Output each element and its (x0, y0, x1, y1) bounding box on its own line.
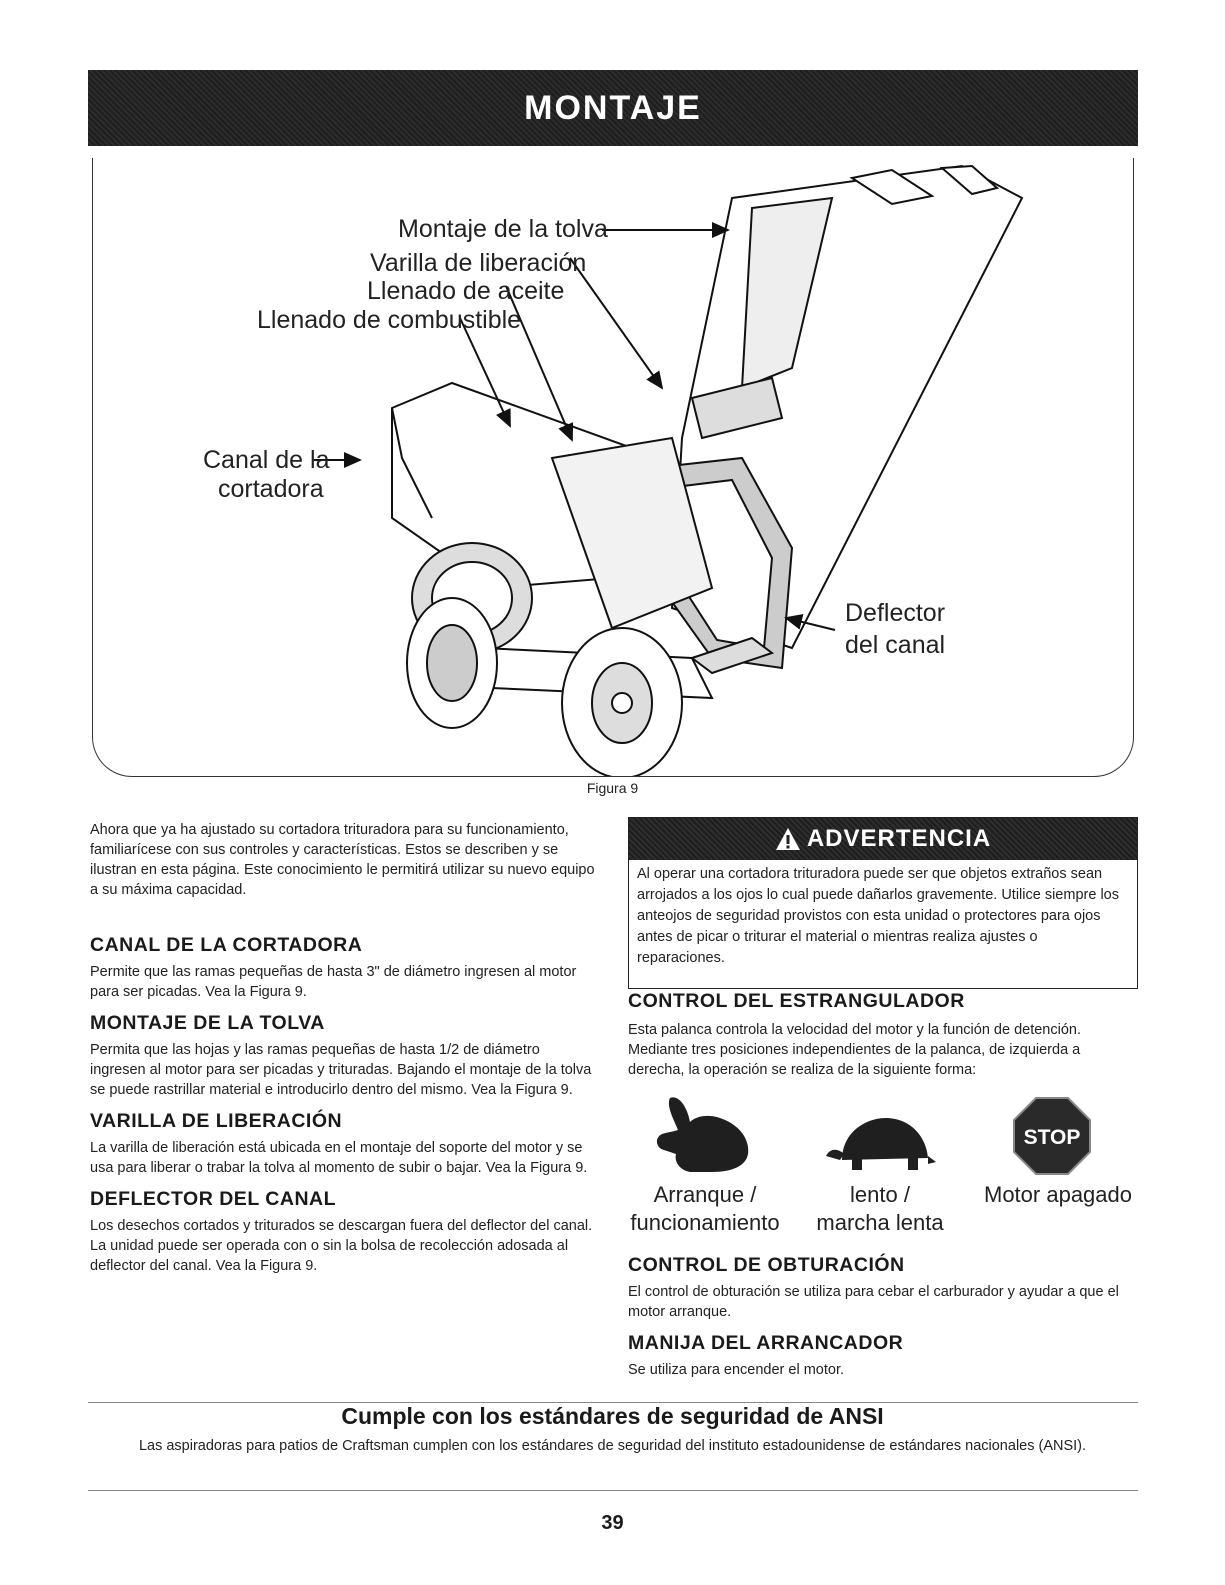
banner-title: MONTAJE (524, 88, 702, 127)
ansi-text: Las aspiradoras para patios de Craftsman cumplen con los estándares de seguridad del instituto estadounidense de estándares nacionales (ANSI). (138, 1438, 1087, 1454)
text-throttle: Esta palanca controla la velocidad del motor y la función de detención. Mediante tres posiciones independientes de la palanca, de izquierda a derecha, la operación se realiza de la siguiente forma: (628, 1022, 1082, 1078)
label-slow-line1: lento / (850, 1182, 910, 1207)
left-column (90, 820, 598, 1276)
heading-deflector: DEFLECTOR DEL CANAL (90, 1188, 337, 1210)
text-starter: Se utiliza para encender el motor. (628, 1362, 845, 1378)
heading-throttle: CONTROL DEL ESTRANGULADOR (628, 990, 965, 1012)
text-choke: El control de obturación se utiliza para cebar el carburador y ayudar a que el motor arranque. (628, 1284, 1119, 1320)
callout-deflector-line2: del canal (845, 631, 946, 659)
callout-release-rod: Varilla de liberación (370, 249, 587, 277)
heading-hopper: MONTAJE DE LA TOLVA (90, 1012, 325, 1034)
label-fast-line1: Arranque / (653, 1182, 757, 1207)
heading-chipper-chute: CANAL DE LA CORTADORA (90, 934, 363, 956)
intro-text: Ahora que ya ha ajustado su cortadora trituradora para su funcionamiento, familiarícese con sus controles y características. Estos se describen y se ilustran en esta página. Este conocimiento le permitirá utilizar su nuevo equipo a su máxima capacidad. (90, 822, 595, 898)
label-slow-line2: marcha lenta (816, 1210, 944, 1235)
callout-hopper: Montaje de la tolva (398, 215, 608, 243)
callout-oil-fill: Llenado de aceite (367, 277, 565, 305)
section-banner (88, 70, 1138, 146)
text-release-rod: La varilla de liberación está ubicada en el montaje del soporte del motor y se usa para liberar o trabar la tolva al momento de subir o bajar. Vea la Figura 9. (90, 1140, 588, 1176)
ansi-title: Cumple con los estándares de seguridad de ANSI (341, 1403, 884, 1429)
callout-fuel-fill: Llenado de combustible (257, 306, 522, 334)
right-column-lower (628, 1252, 1138, 1380)
page-number: 39 (601, 1512, 624, 1534)
divider-bottom (88, 1490, 1138, 1491)
stop-sign-text: STOP (1023, 1126, 1081, 1149)
warning-box (628, 817, 1138, 989)
heading-release-rod: VARILLA DE LIBERACIÓN (90, 1110, 343, 1132)
label-stop: Motor apagado (984, 1182, 1132, 1207)
callout-deflector-line1: Deflector (845, 599, 946, 627)
text-deflector: Los desechos cortados y triturados se descargan fuera del deflector del canal. La unidad puede ser operada con o sin la bolsa de recolección adosada al deflector del canal. Vea la Figura 9. (90, 1218, 593, 1274)
figure-caption: Figura 9 (586, 780, 639, 796)
label-fast-line2: funcionamiento (630, 1210, 780, 1235)
right-column (628, 988, 1138, 1080)
warning-title: ADVERTENCIA (806, 825, 992, 852)
turtle-icon (820, 1112, 940, 1176)
rabbit-icon (650, 1092, 760, 1178)
callout-chipper-chute-line1: Canal de la (203, 446, 330, 474)
warning-text: Al operar una cortadora trituradora puede ser que objetos extraños sean arrojados a los ojos lo cual puede dañarlos gravemente. Utilice siempre los anteojos de seguridad provistos con esta unidad o protectores para ojos antes de picar o triturar el material o mientras realiza ajustes o reparaciones. (637, 866, 1119, 966)
text-hopper: Permita que las hojas y las ramas pequeñas de hasta 1/2 de diámetro ingresen al motor para ser picadas y trituradas. Bajando el montaje de la tolva se puede rastrillar material e introducirlo dentro del mismo. Vea la Figura 9. (90, 1042, 592, 1098)
text-chipper-chute: Permite que las ramas pequeñas de hasta 3" de diámetro ingresen al motor para ser picadas. Vea la Figura 9. (90, 964, 577, 1000)
heading-starter: MANIJA DEL ARRANCADOR (628, 1332, 904, 1354)
heading-choke: CONTROL DE OBTURACIÓN (628, 1254, 905, 1276)
warning-triangle-icon (775, 827, 801, 851)
callout-chipper-chute-line2: cortadora (218, 475, 324, 503)
warning-header (629, 818, 1137, 860)
stop-sign-icon (1012, 1096, 1092, 1176)
